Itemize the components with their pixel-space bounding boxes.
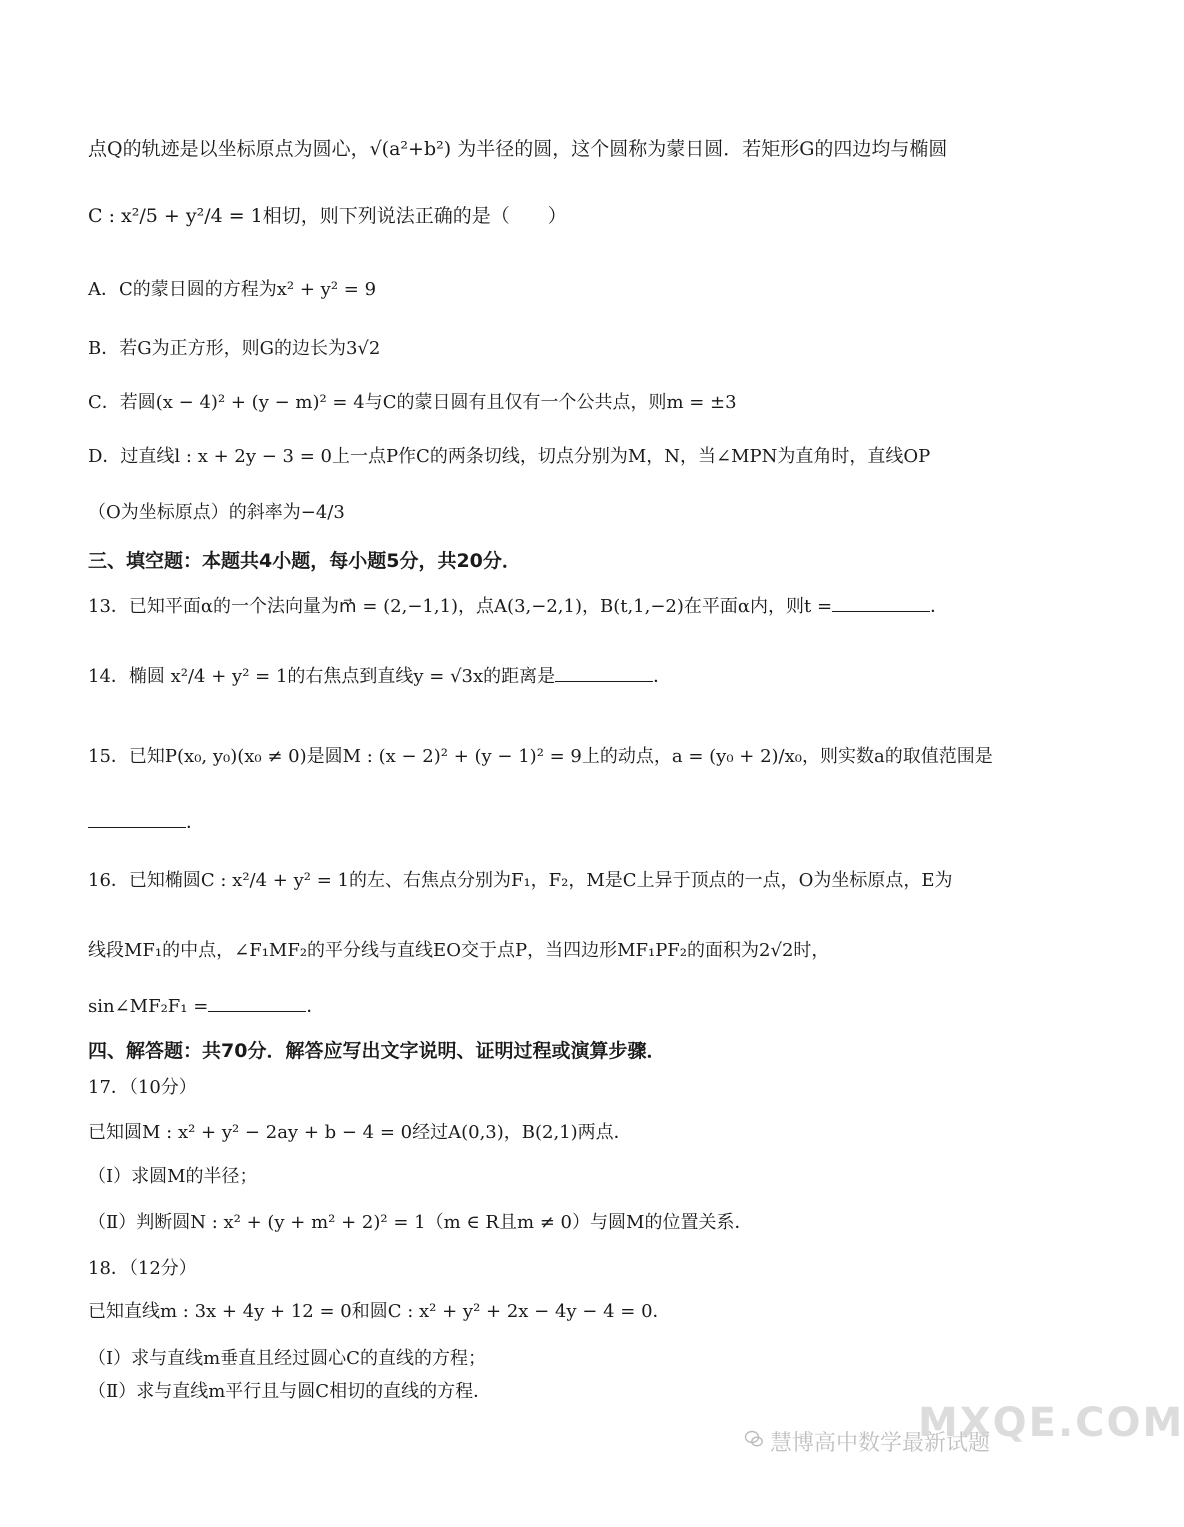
watermark-account: 慧博高中数学最新试题 <box>770 1431 991 1456</box>
q13-answer-blank <box>832 610 930 612</box>
q12-option-a: A．C的蒙日圆的方程为x² + y² = 9 <box>88 279 377 300</box>
q18-part-1: （Ⅰ）求与直线m垂直且经过圆心C的直线的方程； <box>88 1348 486 1369</box>
q12-option-b: B．若G为正方形，则G的边长为3√2 <box>88 338 381 359</box>
q14-text: 14．椭圆 x²/4 + y² = 1的右焦点到直线y = √3x的距离是 <box>88 666 556 687</box>
q12-option-d-line2: （O为坐标原点）的斜率为−4/3 <box>88 502 345 523</box>
q16-line3 <box>88 996 1020 1018</box>
q16-line2: 线段MF₁的中点，∠F₁MF₂的平分线与直线EO交于点P，当四边形MF₁PF₂的面积为2√2时， <box>88 940 830 961</box>
q14 <box>88 666 1020 688</box>
q18-stem: 已知直线m : 3x + 4y + 12 = 0和圆C : x² + y² + 2x − 4y − 4 = 0． <box>88 1301 671 1322</box>
q17-stem: 已知圆M : x² + y² − 2ay + b − 4 = 0经过A(0,3)，B(2,1)两点． <box>88 1122 632 1143</box>
q13-end: ． <box>930 596 949 617</box>
q12-stem-line1: 点Q的轨迹是以坐标原点为圆心，√(a²+b²) 为半径的圆，这个圆称为蒙日圆．若矩形G的四边均与椭圆 <box>88 138 948 160</box>
q12-stem-line2: C : x²/5 + y²/4 = 1相切，则下列说法正确的是（ ） <box>88 205 567 227</box>
q15-answer-line <box>88 812 1020 834</box>
q16-text: sin∠MF₂F₁ = <box>88 996 209 1017</box>
q18-part-2: （Ⅱ）求与直线m平行且与圆C相切的直线的方程． <box>88 1381 492 1402</box>
q17-heading: 17．（10分） <box>88 1077 197 1098</box>
q15-stem: 15．已知P(x₀, y₀)(x₀ ≠ 0)是圆M : (x − 2)² + (y − 1)² = 9上的动点，a = (y₀ + 2)/x₀，则实数a的取值范围是 <box>88 746 993 767</box>
q15-end: ． <box>186 812 204 833</box>
q15-answer-blank <box>88 826 186 828</box>
q18-heading: 18．（12分） <box>88 1258 197 1279</box>
q13-text: 13．已知平面α的一个法向量为m⃗ = (2,−1,1)，点A(3,−2,1)，B(t,1,−2)在平面α内，则t = <box>88 596 833 617</box>
q17-part-2: （Ⅱ）判断圆N : x² + (y + m² + 2)² = 1（m ∈ R且m ≠ 0）与圆M的位置关系． <box>88 1212 753 1233</box>
q14-answer-blank <box>555 680 653 682</box>
q12-option-c: C．若圆(x − 4)² + (y − m)² = 4与C的蒙日圆有且仅有一个公共点，则m = ±3 <box>88 392 737 413</box>
q13 <box>88 596 1020 618</box>
q16-end: ． <box>306 996 325 1017</box>
section-four-heading: 四、解答题：共70分．解答应写出文字说明、证明过程或演算步骤． <box>88 1040 666 1062</box>
q14-end: ． <box>653 666 672 687</box>
q16-answer-blank <box>208 1010 306 1012</box>
q16-line1: 16．已知椭圆C : x²/4 + y² = 1的左、右焦点分别为F₁，F₂，M是C上异于顶点的一点，O为坐标原点，E为 <box>88 870 953 891</box>
section-three-heading: 三、填空题：本题共4小题，每小题5分，共20分． <box>88 550 521 572</box>
watermark-site: MXQE.COM <box>918 1400 1184 1446</box>
q12-option-d-line1: D．过直线l : x + 2y − 3 = 0上一点P作C的两条切线，切点分别为M，N，当∠MPN为直角时，直线OP <box>88 446 931 467</box>
q17-part-1: （Ⅰ）求圆M的半径； <box>88 1166 258 1187</box>
wechat-icon <box>745 1430 763 1448</box>
